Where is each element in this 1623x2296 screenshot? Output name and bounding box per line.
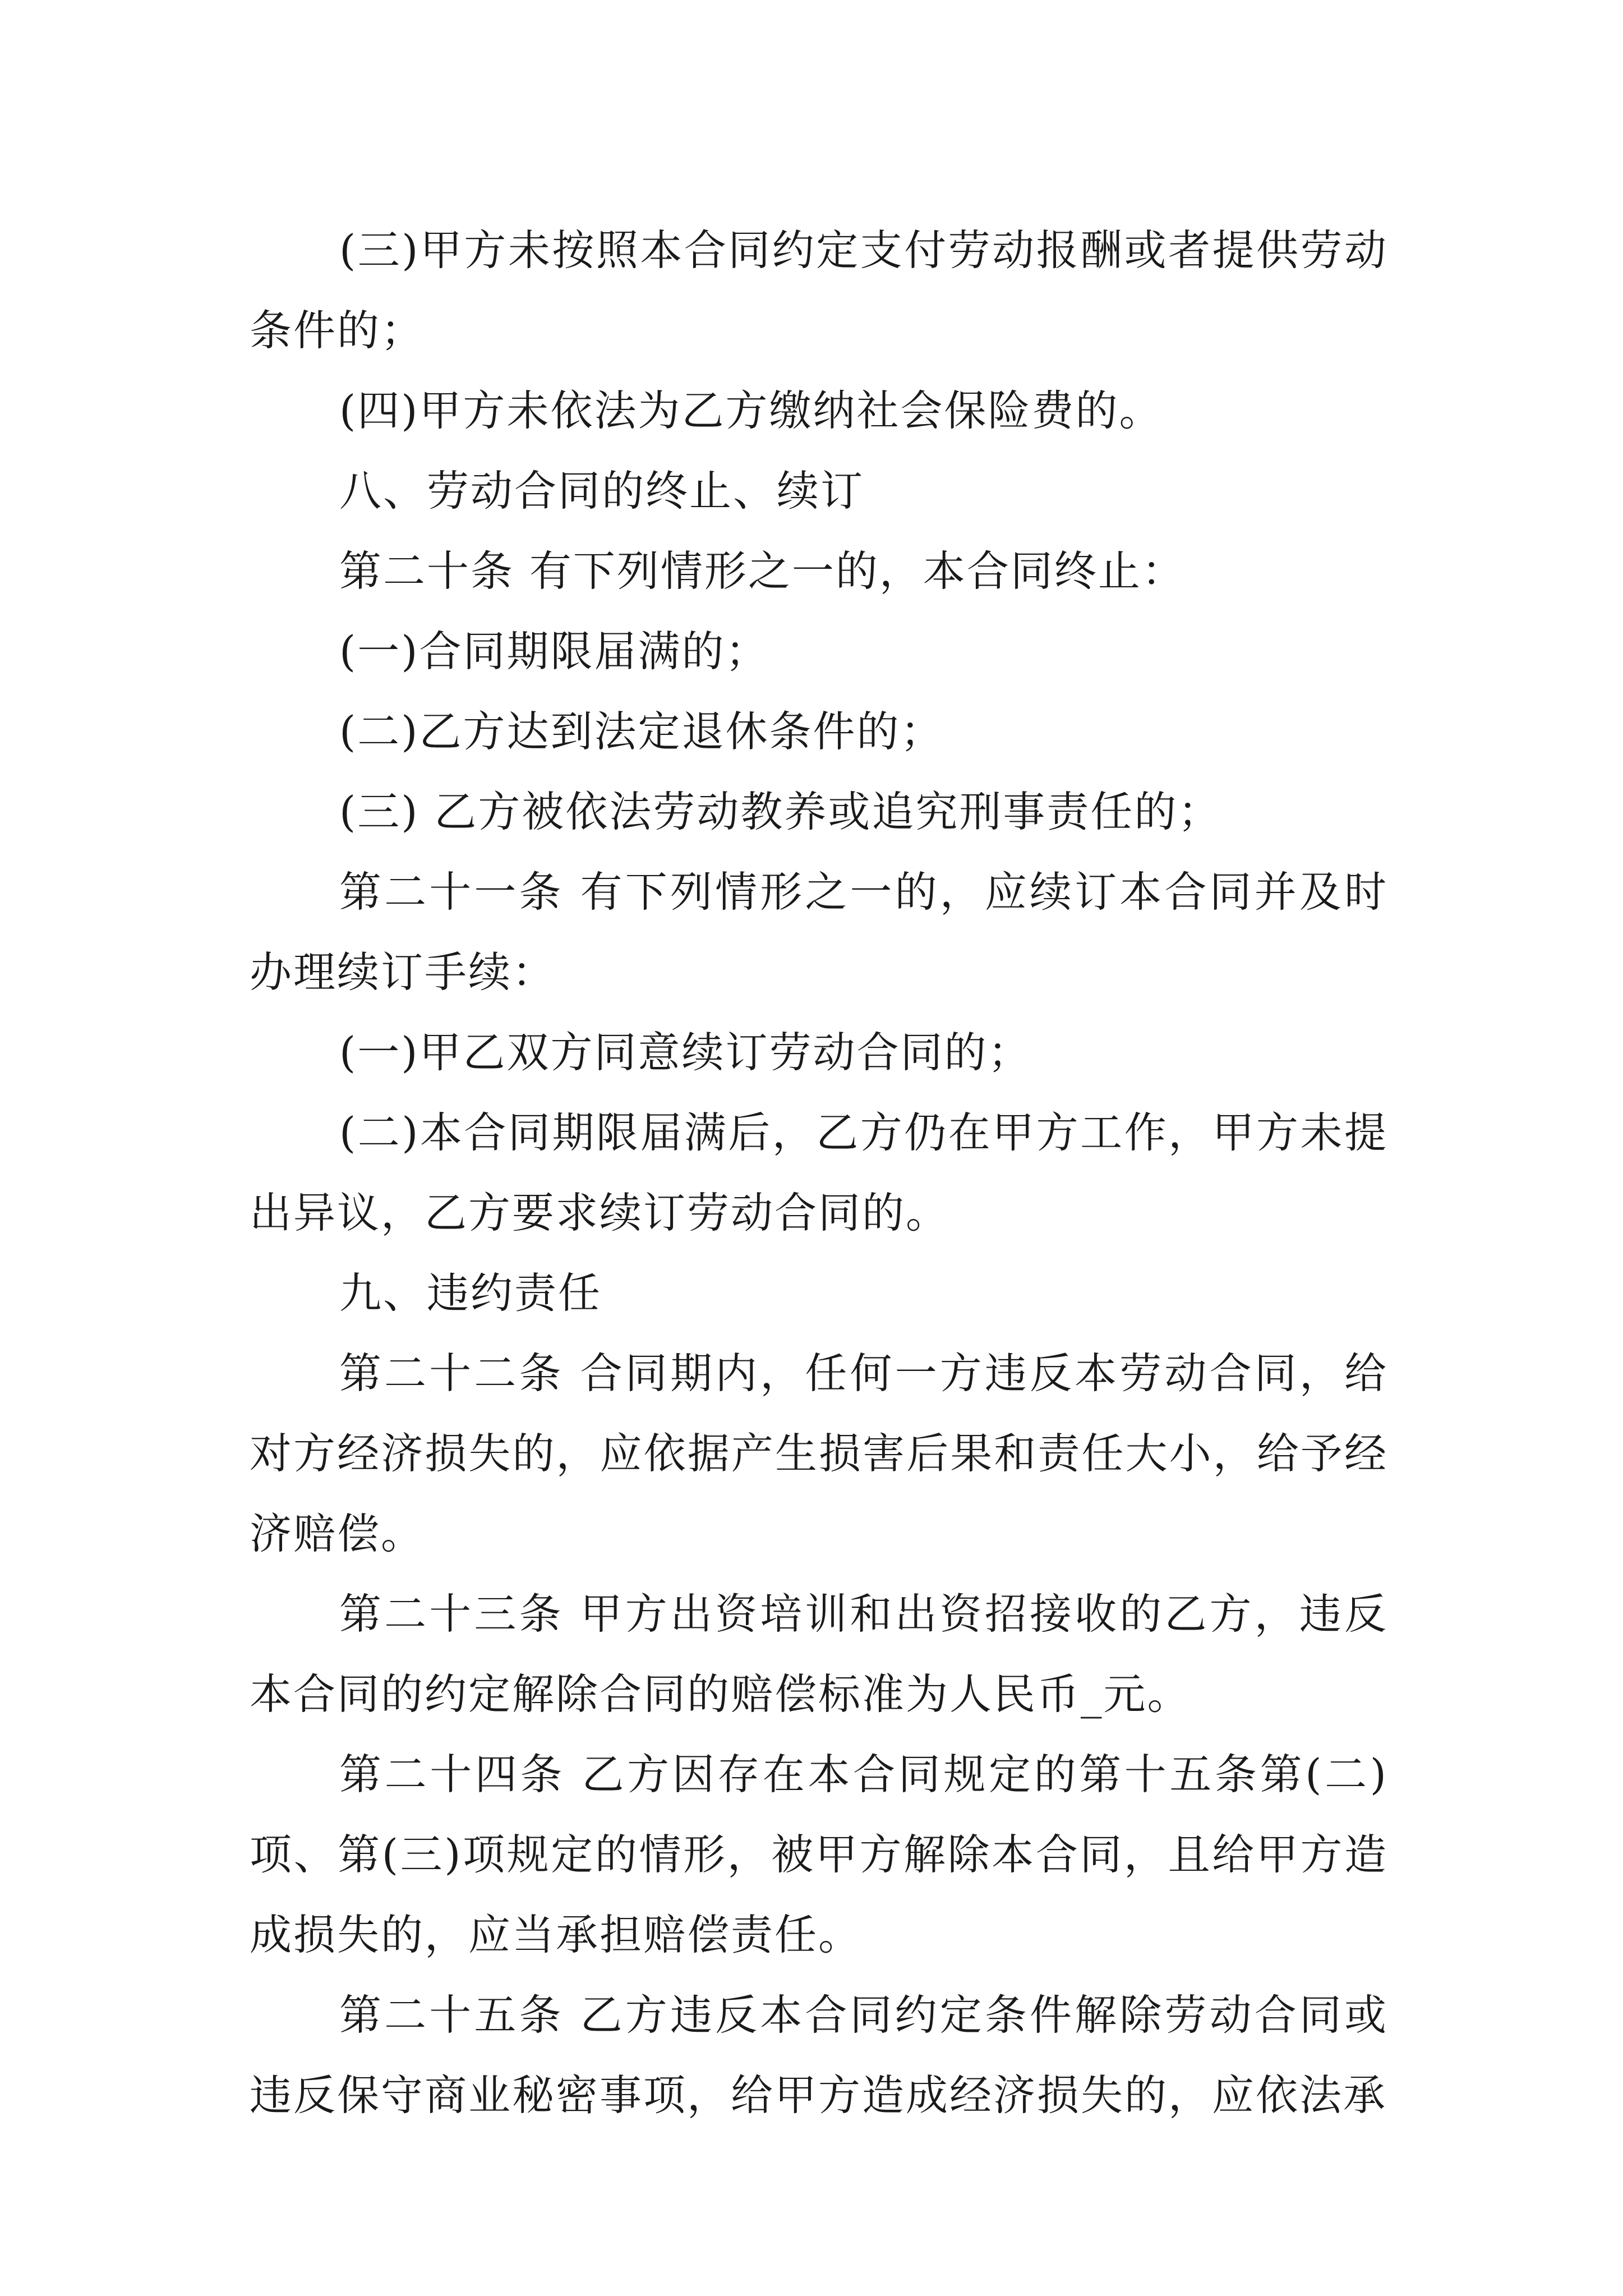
article-20-item-2: (二)乙方达到法定退休条件的；: [339, 707, 944, 756]
article-23: 第二十三条 甲方出资培训和出资招接收的乙方，违反本合同的约定解除合同的赔偿标准为人民币_元。: [250, 1589, 1388, 1719]
article-20-item-1: (一)合同期限届满的；: [339, 627, 769, 676]
article-20: 第二十条 有下列情形之一的，本合同终止：: [339, 546, 1186, 596]
document-body: [250, 210, 1388, 2136]
article-20-item-3: (三) 乙方被依法劳动教养或追究刑事责任的；: [339, 787, 1222, 836]
article-21: 第二十一条 有下列情形之一的，应续订本合同并及时办理续订手续：: [250, 867, 1388, 997]
clause-3-unpaid-wages: (三)甲方未按照本合同约定支付劳动报酬或者提供劳动条件的；: [250, 226, 1388, 355]
clause-4-social-insurance: (四)甲方未依法为乙方缴纳社会保险费的。: [339, 386, 1163, 435]
article-25: 第二十五条 乙方违反本合同约定条件解除劳动合同或违反保守商业秘密事项，给甲方造成经济损失的，应依法承: [250, 1990, 1388, 2120]
article-24: 第二十四条 乙方因存在本合同规定的第十五条第(二)项、第(三)项规定的情形，被甲方解除本合同，且给甲方造成损失的，应当承担赔偿责任。: [250, 1750, 1388, 1959]
article-21-item-2: (二)本合同期限届满后，乙方仍在甲方工作，甲方未提出异议，乙方要求续订劳动合同的。: [250, 1108, 1388, 1237]
article-21-item-1: (一)甲乙双方同意续订劳动合同的；: [339, 1028, 1032, 1077]
section-heading-liability: 九、违约责任: [339, 1268, 602, 1318]
article-22: 第二十二条 合同期内，任何一方违反本劳动合同，给对方经济损失的，应依据产生损害后果和责任大小，给予经济赔偿。: [250, 1349, 1388, 1558]
section-heading-termination-renewal: 八、劳动合同的终止、续订: [339, 466, 865, 516]
